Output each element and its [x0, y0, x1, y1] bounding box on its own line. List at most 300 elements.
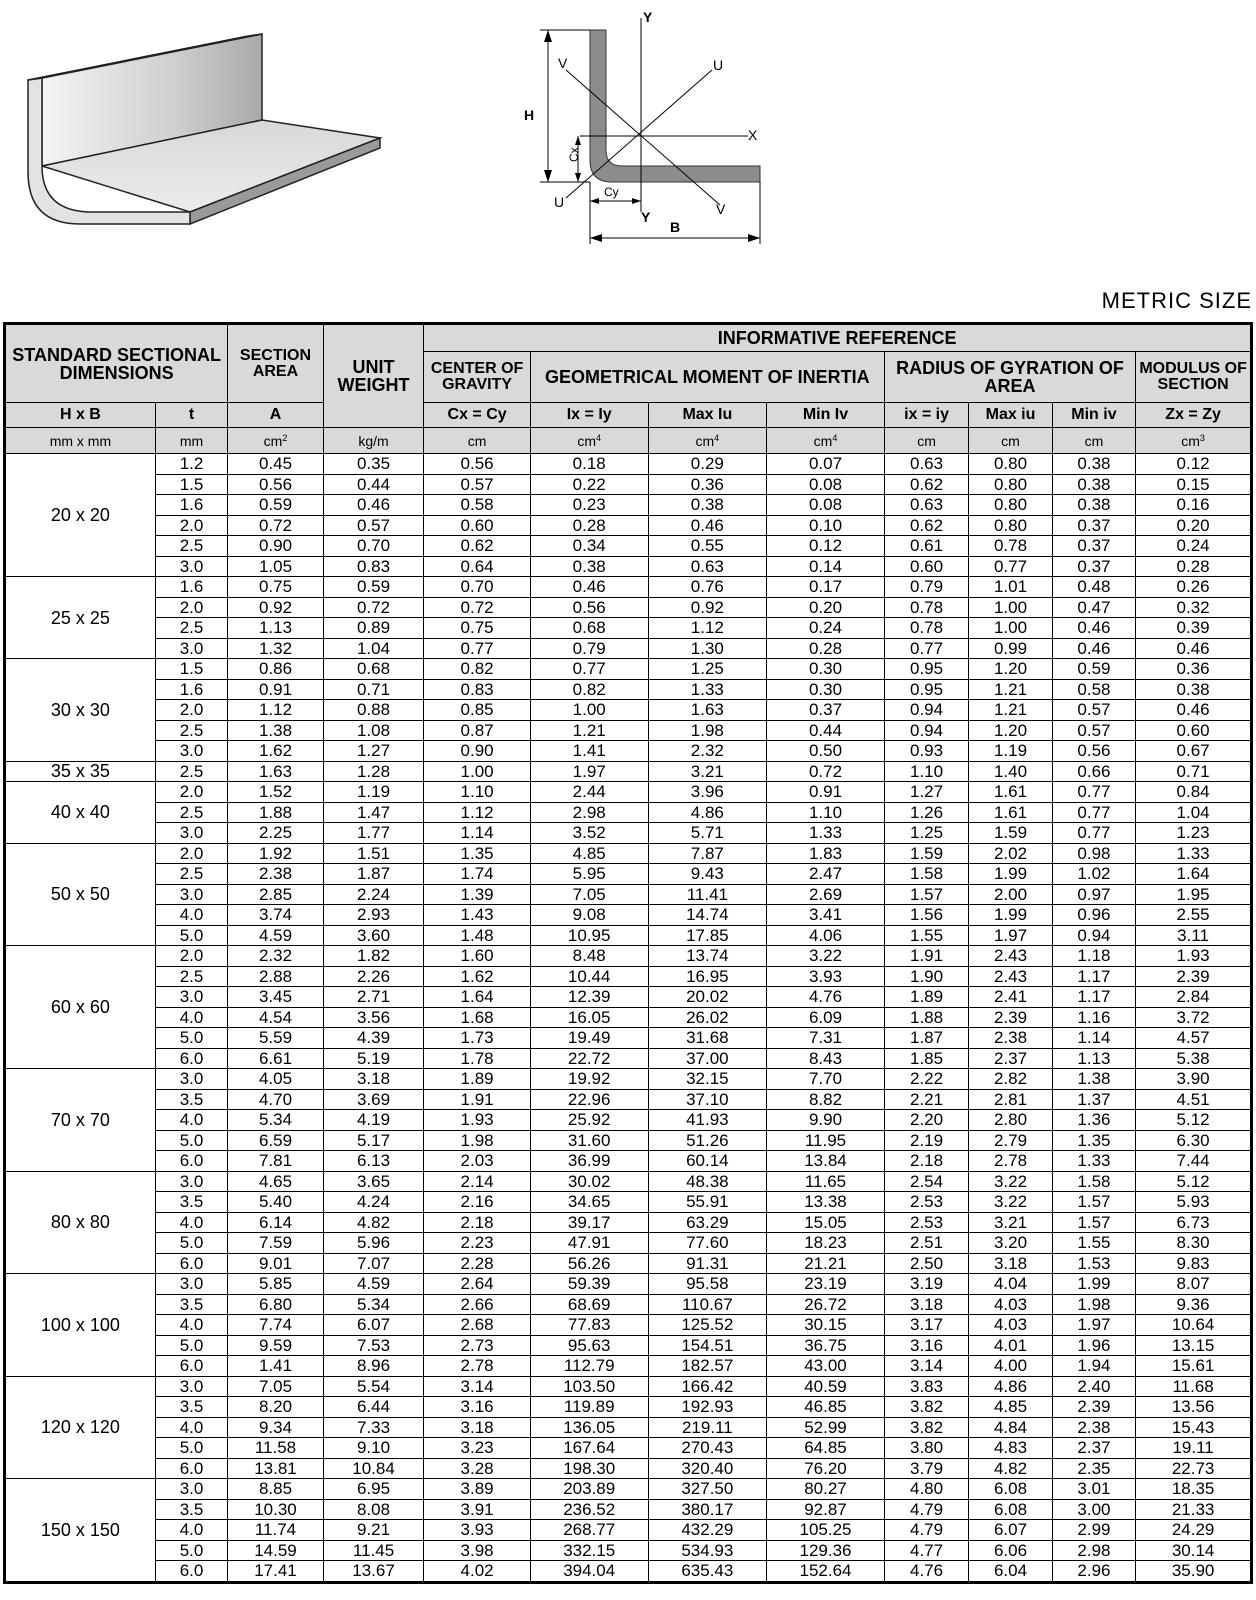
value-cell: 2.51: [884, 1233, 968, 1254]
value-cell: 394.04: [530, 1561, 648, 1583]
value-cell: 2.18: [884, 1151, 968, 1172]
value-cell: 1.17: [1052, 987, 1135, 1008]
value-cell: 1.63: [228, 761, 324, 782]
value-cell: 0.62: [884, 515, 968, 536]
value-cell: 105.25: [767, 1520, 885, 1541]
value-cell: 2.32: [648, 741, 767, 762]
table-row: [5, 618, 1252, 639]
value-cell: 0.91: [228, 679, 324, 700]
value-cell: 3.82: [884, 1397, 968, 1418]
value-cell: 0.77: [1052, 802, 1135, 823]
value-cell: 37.10: [648, 1089, 767, 1110]
table-row: [5, 966, 1252, 987]
value-cell: 1.82: [323, 946, 424, 967]
value-cell: 0.37: [1052, 556, 1135, 577]
value-cell: 3.01: [1052, 1479, 1135, 1500]
value-cell: 380.17: [648, 1499, 767, 1520]
value-cell: 1.97: [1052, 1315, 1135, 1336]
value-cell: 0.08: [767, 495, 885, 516]
value-cell: 4.77: [884, 1540, 968, 1561]
value-cell: 1.73: [424, 1028, 531, 1049]
value-cell: 1.74: [424, 864, 531, 885]
value-cell: 2.0: [155, 597, 227, 618]
value-cell: 9.34: [228, 1417, 324, 1438]
value-cell: 0.76: [648, 577, 767, 598]
value-cell: 0.59: [1052, 659, 1135, 680]
value-cell: 2.23: [424, 1233, 531, 1254]
value-cell: 3.18: [323, 1069, 424, 1090]
value-cell: 1.00: [530, 700, 648, 721]
size-cell: 35 x 35: [5, 761, 156, 782]
table-row: [5, 946, 1252, 967]
value-cell: 0.77: [1052, 823, 1135, 844]
table-row: [5, 1479, 1252, 1500]
value-cell: 0.38: [1136, 679, 1252, 700]
value-cell: 7.05: [530, 884, 648, 905]
value-cell: 0.30: [767, 659, 885, 680]
hdr-unit-weight: UNIT WEIGHT: [323, 324, 424, 428]
value-cell: 2.5: [155, 720, 227, 741]
value-cell: 5.71: [648, 823, 767, 844]
value-cell: 4.80: [884, 1479, 968, 1500]
value-cell: 1.57: [1052, 1192, 1135, 1213]
value-cell: 2.82: [969, 1069, 1052, 1090]
value-cell: 0.80: [969, 454, 1052, 475]
value-cell: 1.53: [1052, 1253, 1135, 1274]
value-cell: 0.37: [1052, 515, 1135, 536]
table-row: [5, 679, 1252, 700]
value-cell: 0.15: [1136, 474, 1252, 495]
value-cell: 6.09: [767, 1007, 885, 1028]
value-cell: 4.84: [969, 1417, 1052, 1438]
value-cell: 0.80: [969, 515, 1052, 536]
value-cell: 0.86: [228, 659, 324, 680]
table-row: [5, 1356, 1252, 1377]
value-cell: 24.29: [1136, 1520, 1252, 1541]
value-cell: 1.55: [1052, 1233, 1135, 1254]
value-cell: 3.28: [424, 1458, 531, 1479]
value-cell: 3.0: [155, 556, 227, 577]
value-cell: 1.90: [884, 966, 968, 987]
value-cell: 0.59: [228, 495, 324, 516]
value-cell: 3.93: [767, 966, 885, 987]
value-cell: 2.0: [155, 946, 227, 967]
value-cell: 2.68: [424, 1315, 531, 1336]
value-cell: 6.59: [228, 1130, 324, 1151]
value-cell: 2.0: [155, 515, 227, 536]
value-cell: 2.85: [228, 884, 324, 905]
value-cell: 35.90: [1136, 1561, 1252, 1583]
value-cell: 80.27: [767, 1479, 885, 1500]
value-cell: 0.60: [424, 515, 531, 536]
value-cell: 41.93: [648, 1110, 767, 1131]
value-cell: 6.14: [228, 1212, 324, 1233]
value-cell: 1.2: [155, 454, 227, 475]
angle-spec-table: [3, 322, 1253, 1584]
value-cell: 3.18: [969, 1253, 1052, 1274]
label-v-top: V: [558, 55, 568, 71]
table-row: [5, 1192, 1252, 1213]
sym-z: Zx = Zy: [1136, 403, 1252, 428]
value-cell: 0.45: [228, 454, 324, 475]
value-cell: 1.25: [648, 659, 767, 680]
value-cell: 0.72: [228, 515, 324, 536]
table-row: [5, 536, 1252, 557]
value-cell: 6.0: [155, 1356, 227, 1377]
value-cell: 2.21: [884, 1089, 968, 1110]
label-cy: Cy: [604, 185, 619, 199]
value-cell: 7.31: [767, 1028, 885, 1049]
value-cell: 3.41: [767, 905, 885, 926]
value-cell: 182.57: [648, 1356, 767, 1377]
value-cell: 0.87: [424, 720, 531, 741]
value-cell: 1.10: [424, 782, 531, 803]
value-cell: 1.23: [1136, 823, 1252, 844]
unit-min-i: $cm^4$: [767, 428, 885, 454]
value-cell: 1.28: [323, 761, 424, 782]
value-cell: 0.20: [767, 597, 885, 618]
value-cell: 2.78: [969, 1151, 1052, 1172]
value-cell: 1.18: [1052, 946, 1135, 967]
value-cell: 8.82: [767, 1089, 885, 1110]
value-cell: 7.81: [228, 1151, 324, 1172]
value-cell: 4.39: [323, 1028, 424, 1049]
value-cell: 10.84: [323, 1458, 424, 1479]
value-cell: 2.43: [969, 966, 1052, 987]
value-cell: 1.6: [155, 679, 227, 700]
value-cell: 0.38: [1052, 474, 1135, 495]
value-cell: 8.85: [228, 1479, 324, 1500]
value-cell: 2.26: [323, 966, 424, 987]
value-cell: 77.60: [648, 1233, 767, 1254]
value-cell: 7.59: [228, 1233, 324, 1254]
value-cell: 1.94: [1052, 1356, 1135, 1377]
sym-i: Ix = Iy: [530, 403, 648, 428]
value-cell: 0.23: [530, 495, 648, 516]
value-cell: 0.38: [648, 495, 767, 516]
label-v-bottom: V: [716, 201, 726, 217]
value-cell: 0.91: [767, 782, 885, 803]
value-cell: 1.83: [767, 843, 885, 864]
value-cell: 3.5: [155, 1499, 227, 1520]
unit-w: kg/m: [323, 428, 424, 454]
value-cell: 0.46: [323, 495, 424, 516]
value-cell: 7.70: [767, 1069, 885, 1090]
value-cell: 4.76: [884, 1561, 968, 1583]
value-cell: 1.41: [530, 741, 648, 762]
value-cell: 2.80: [969, 1110, 1052, 1131]
value-cell: 43.00: [767, 1356, 885, 1377]
value-cell: 0.92: [648, 597, 767, 618]
value-cell: 8.48: [530, 946, 648, 967]
value-cell: 23.19: [767, 1274, 885, 1295]
value-cell: 3.72: [1136, 1007, 1252, 1028]
label-h: H: [524, 107, 535, 123]
value-cell: 0.89: [323, 618, 424, 639]
value-cell: 0.78: [969, 536, 1052, 557]
value-cell: 1.35: [424, 843, 531, 864]
value-cell: 0.88: [323, 700, 424, 721]
table-row: [5, 761, 1252, 782]
value-cell: 0.18: [530, 454, 648, 475]
table-row: [5, 1499, 1252, 1520]
value-cell: 1.52: [228, 782, 324, 803]
value-cell: 77.83: [530, 1315, 648, 1336]
value-cell: 0.68: [323, 659, 424, 680]
value-cell: 6.13: [323, 1151, 424, 1172]
value-cell: 0.77: [969, 556, 1052, 577]
value-cell: 1.16: [1052, 1007, 1135, 1028]
value-cell: 0.56: [530, 597, 648, 618]
value-cell: 5.0: [155, 1233, 227, 1254]
value-cell: 2.99: [1052, 1520, 1135, 1541]
table-row: [5, 884, 1252, 905]
value-cell: 5.0: [155, 1028, 227, 1049]
value-cell: 2.38: [969, 1028, 1052, 1049]
table-row: [5, 577, 1252, 598]
value-cell: 3.22: [969, 1192, 1052, 1213]
value-cell: 1.63: [648, 700, 767, 721]
value-cell: 3.80: [884, 1438, 968, 1459]
value-cell: 1.39: [424, 884, 531, 905]
sym-min-r: Min iv: [1052, 403, 1135, 428]
value-cell: 91.31: [648, 1253, 767, 1274]
value-cell: 0.90: [228, 536, 324, 557]
value-cell: 63.29: [648, 1212, 767, 1233]
value-cell: 2.5: [155, 864, 227, 885]
value-cell: 7.33: [323, 1417, 424, 1438]
value-cell: 0.50: [767, 741, 885, 762]
value-cell: 1.95: [1136, 884, 1252, 905]
value-cell: 51.26: [648, 1130, 767, 1151]
value-cell: 32.15: [648, 1069, 767, 1090]
value-cell: 1.21: [530, 720, 648, 741]
value-cell: 0.14: [767, 556, 885, 577]
value-cell: 4.82: [323, 1212, 424, 1233]
value-cell: 3.18: [424, 1417, 531, 1438]
value-cell: 0.56: [228, 474, 324, 495]
value-cell: 0.62: [884, 474, 968, 495]
value-cell: 1.26: [884, 802, 968, 823]
value-cell: 1.85: [884, 1048, 968, 1069]
value-cell: 4.0: [155, 1110, 227, 1131]
value-cell: 0.28: [1136, 556, 1252, 577]
value-cell: 95.58: [648, 1274, 767, 1295]
value-cell: 3.90: [1136, 1069, 1252, 1090]
value-cell: 1.02: [1052, 864, 1135, 885]
value-cell: 6.0: [155, 1151, 227, 1172]
value-cell: 4.03: [969, 1294, 1052, 1315]
value-cell: 6.61: [228, 1048, 324, 1069]
value-cell: 3.0: [155, 1274, 227, 1295]
value-cell: 11.95: [767, 1130, 885, 1151]
value-cell: 1.19: [323, 782, 424, 803]
value-cell: 1.10: [884, 761, 968, 782]
value-cell: 0.95: [884, 659, 968, 680]
table-row: [5, 1315, 1252, 1336]
value-cell: 10.64: [1136, 1315, 1252, 1336]
table-row: [5, 864, 1252, 885]
table-row: [5, 1520, 1252, 1541]
table-row: [5, 782, 1252, 803]
value-cell: 6.44: [323, 1397, 424, 1418]
value-cell: 2.28: [424, 1253, 531, 1274]
value-cell: 0.38: [1052, 495, 1135, 516]
value-cell: 203.89: [530, 1479, 648, 1500]
value-cell: 2.02: [969, 843, 1052, 864]
value-cell: 13.74: [648, 946, 767, 967]
table-row: [5, 1089, 1252, 1110]
value-cell: 4.0: [155, 1417, 227, 1438]
value-cell: 1.25: [884, 823, 968, 844]
value-cell: 5.96: [323, 1233, 424, 1254]
value-cell: 2.0: [155, 782, 227, 803]
value-cell: 4.70: [228, 1089, 324, 1110]
value-cell: 1.36: [1052, 1110, 1135, 1131]
value-cell: 1.89: [424, 1069, 531, 1090]
label-cx: Cx: [567, 147, 581, 162]
value-cell: 13.67: [323, 1561, 424, 1583]
value-cell: 46.85: [767, 1397, 885, 1418]
value-cell: 11.74: [228, 1520, 324, 1541]
value-cell: 1.98: [424, 1130, 531, 1151]
value-cell: 0.62: [424, 536, 531, 557]
value-cell: 16.05: [530, 1007, 648, 1028]
value-cell: 0.80: [969, 474, 1052, 495]
value-cell: 0.24: [1136, 536, 1252, 557]
value-cell: 4.65: [228, 1171, 324, 1192]
value-cell: 0.46: [1052, 638, 1135, 659]
value-cell: 4.57: [1136, 1028, 1252, 1049]
value-cell: 36.75: [767, 1335, 885, 1356]
value-cell: 0.46: [1136, 700, 1252, 721]
table-row: [5, 1274, 1252, 1295]
value-cell: 2.24: [323, 884, 424, 905]
value-cell: 3.14: [884, 1356, 968, 1377]
value-cell: 2.38: [1052, 1417, 1135, 1438]
value-cell: 1.64: [1136, 864, 1252, 885]
value-cell: 37.00: [648, 1048, 767, 1069]
value-cell: 6.30: [1136, 1130, 1252, 1151]
unit-i: $cm^4$: [530, 428, 648, 454]
value-cell: 154.51: [648, 1335, 767, 1356]
value-cell: 11.41: [648, 884, 767, 905]
value-cell: 1.13: [228, 618, 324, 639]
value-cell: 3.79: [884, 1458, 968, 1479]
value-cell: 5.12: [1136, 1171, 1252, 1192]
value-cell: 1.98: [1052, 1294, 1135, 1315]
value-cell: 166.42: [648, 1376, 767, 1397]
value-cell: 39.17: [530, 1212, 648, 1233]
value-cell: 3.18: [884, 1294, 968, 1315]
value-cell: 1.58: [884, 864, 968, 885]
value-cell: 5.17: [323, 1130, 424, 1151]
value-cell: 0.79: [884, 577, 968, 598]
value-cell: 1.61: [969, 782, 1052, 803]
value-cell: 8.96: [323, 1356, 424, 1377]
value-cell: 0.36: [648, 474, 767, 495]
table-row: [5, 1397, 1252, 1418]
value-cell: 0.78: [884, 618, 968, 639]
value-cell: 7.07: [323, 1253, 424, 1274]
table-row: [5, 495, 1252, 516]
value-cell: 0.35: [323, 454, 424, 475]
value-cell: 3.0: [155, 741, 227, 762]
table-row: [5, 700, 1252, 721]
table-row: [5, 741, 1252, 762]
value-cell: 2.50: [884, 1253, 968, 1274]
value-cell: 21.21: [767, 1253, 885, 1274]
value-cell: 55.91: [648, 1192, 767, 1213]
value-cell: 2.43: [969, 946, 1052, 967]
value-cell: 4.02: [424, 1561, 531, 1583]
value-cell: 3.0: [155, 884, 227, 905]
value-cell: 1.35: [1052, 1130, 1135, 1151]
value-cell: 1.62: [228, 741, 324, 762]
value-cell: 9.08: [530, 905, 648, 926]
value-cell: 2.39: [1136, 966, 1252, 987]
table-row: [5, 515, 1252, 536]
value-cell: 26.72: [767, 1294, 885, 1315]
value-cell: 2.69: [767, 884, 885, 905]
value-cell: 0.67: [1136, 741, 1252, 762]
value-cell: 5.0: [155, 1335, 227, 1356]
value-cell: 0.30: [767, 679, 885, 700]
value-cell: 5.85: [228, 1274, 324, 1295]
value-cell: 1.93: [1136, 946, 1252, 967]
value-cell: 3.0: [155, 1069, 227, 1090]
value-cell: 1.43: [424, 905, 531, 926]
value-cell: 0.64: [424, 556, 531, 577]
value-cell: 2.39: [1052, 1397, 1135, 1418]
value-cell: 2.41: [969, 987, 1052, 1008]
value-cell: 2.40: [1052, 1376, 1135, 1397]
sym-r: ix = iy: [884, 403, 968, 428]
value-cell: 2.96: [1052, 1561, 1135, 1583]
value-cell: 0.96: [1052, 905, 1135, 926]
value-cell: 4.86: [648, 802, 767, 823]
table-row: [5, 905, 1252, 926]
value-cell: 9.10: [323, 1438, 424, 1459]
value-cell: 21.33: [1136, 1499, 1252, 1520]
value-cell: 1.27: [884, 782, 968, 803]
value-cell: 10.30: [228, 1499, 324, 1520]
value-cell: 1.92: [228, 843, 324, 864]
value-cell: 1.20: [969, 720, 1052, 741]
value-cell: 7.44: [1136, 1151, 1252, 1172]
value-cell: 1.5: [155, 659, 227, 680]
table-row: [5, 843, 1252, 864]
value-cell: 9.21: [323, 1520, 424, 1541]
value-cell: 5.95: [530, 864, 648, 885]
value-cell: 1.87: [884, 1028, 968, 1049]
table-row: [5, 1335, 1252, 1356]
size-cell: 80 x 80: [5, 1171, 156, 1274]
value-cell: 0.32: [1136, 597, 1252, 618]
value-cell: 0.29: [648, 454, 767, 475]
value-cell: 1.17: [1052, 966, 1135, 987]
value-cell: 1.00: [424, 761, 531, 782]
value-cell: 0.63: [884, 454, 968, 475]
value-cell: 0.94: [884, 700, 968, 721]
value-cell: 0.39: [1136, 618, 1252, 639]
value-cell: 0.70: [323, 536, 424, 557]
value-cell: 0.75: [228, 577, 324, 598]
value-cell: 0.72: [424, 597, 531, 618]
table-row: [5, 556, 1252, 577]
value-cell: 2.32: [228, 946, 324, 967]
value-cell: 59.39: [530, 1274, 648, 1295]
